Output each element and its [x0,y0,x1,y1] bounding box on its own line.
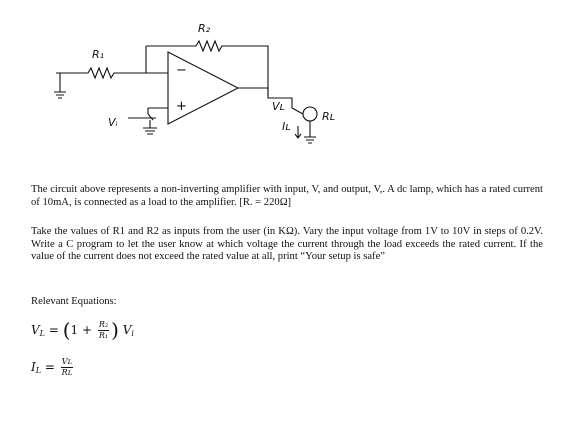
eq1-lhs-sub: L [39,329,45,338]
vi-label: Vᵢ [108,116,118,129]
eq1-fraction [98,320,109,341]
r1-label: R₁ [92,48,105,61]
opamp-minus-label: − [176,63,187,78]
r1-resistor [68,46,146,78]
opamp-plus-label: + [176,99,187,114]
eq1-equals: = [48,323,59,337]
load-lamp [303,107,317,121]
eq1-numerator: R₂ [98,320,109,329]
equation-load-current [31,357,75,378]
eq2-fraction [61,357,73,378]
il-label: Iʟ [282,120,291,133]
noninverting-input-wire [148,108,168,114]
problem-paragraph-2: Take the values of R1 and R2 as inputs from the user (in KΩ). Vary the input voltage from 1V to 10V in steps of 0.2V. Write a C program to let the user know at which voltage the current through the load exceeds the rated current. If the value of the current does not exceed the rated value at all, print “Your setup is safe” [31,226,543,263]
left-ground-symbol [54,73,68,98]
equations-heading: Relevant Equations: [31,296,117,307]
eq1-one-plus: 1 + [70,323,93,337]
eq1-open-paren: ( [62,318,71,342]
eq2-numerator: Vʟ [61,357,72,366]
rl-label: Rʟ [322,110,336,123]
eq2-denominator: Rʟ [61,368,73,377]
il-arrow [295,126,301,138]
eq1-denominator: R₁ [98,331,109,340]
problem-paragraph-1: The circuit above represents a non-inverting amplifier with input, V, and output, V,. A dc lamp, which has a rated current of 10mA, is connected as a load to the amplifier. [R. = 220Ω] [31,184,543,208]
load-wire [292,108,316,143]
equation-output-voltage [31,318,134,342]
vl-label: Vʟ [272,100,286,113]
eq1-rhs: V [122,323,132,337]
eq1-close-paren: ) [111,318,119,342]
r2-label: R₂ [198,22,211,35]
vi-source [128,114,157,134]
eq1-lhs: V [31,323,40,337]
eq1-rhs-sub: i [131,329,134,338]
circuit-diagram [0,0,573,178]
eq2-equals: = [44,360,55,374]
eq2-lhs: I [31,360,36,374]
eq2-lhs-sub: L [35,366,42,375]
